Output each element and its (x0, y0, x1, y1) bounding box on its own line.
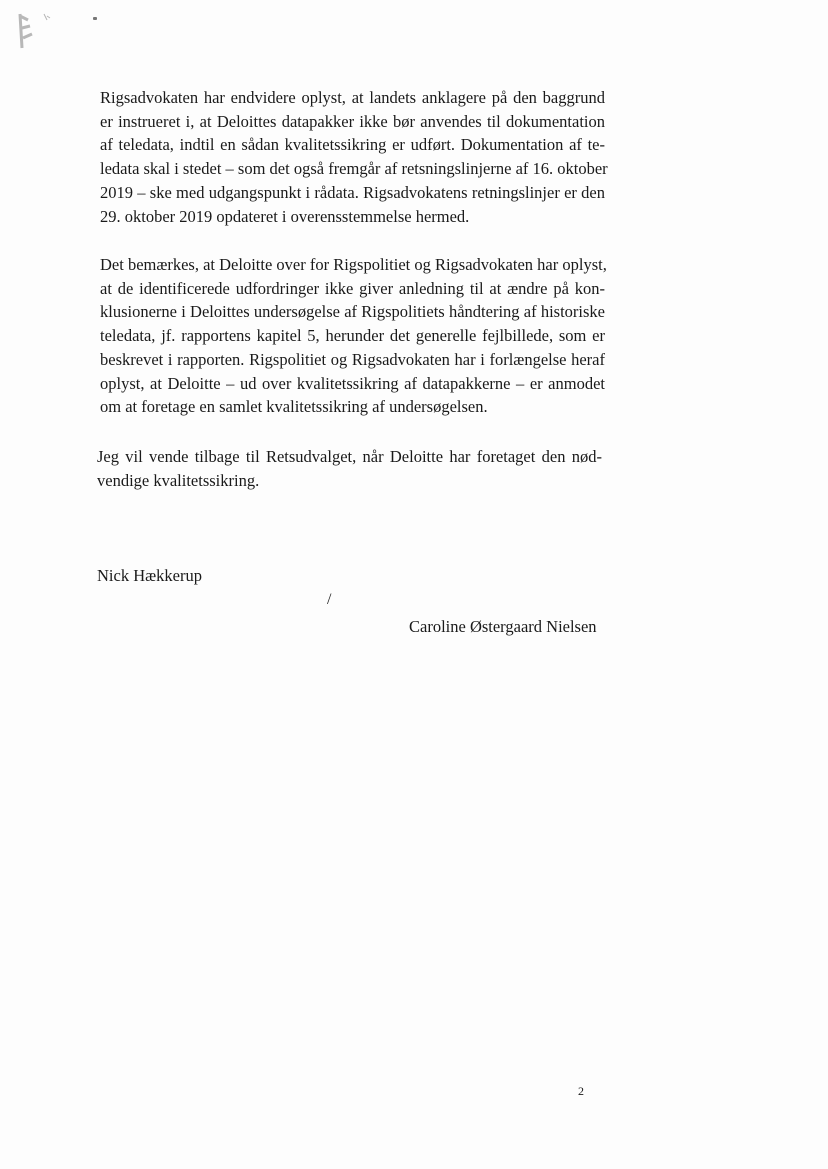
signer-name-left: Nick Hækkerup (97, 566, 202, 585)
signature-separator: / (327, 591, 332, 608)
text-line: at de identificerede udfordringer ikke giver anledning til at ændre på kon- (100, 278, 605, 298)
text-line: 2019 – ske med udgangspunkt i rådata. Rigsadvokatens retningslinjer er den (100, 182, 605, 202)
scan-artifact-mark (14, 8, 54, 52)
scan-artifact-dot (93, 17, 97, 20)
paragraph-retsudvalget (97, 445, 602, 492)
text-line: Jeg vil vende tilbage til Retsudvalget, når Deloitte har foretaget den nød- (97, 447, 602, 466)
text-line: ledata skal i stedet – som det også fremgår af retsningslinjerne af 16. oktober (100, 159, 608, 179)
text-line: vendige kvalitetssikring. (97, 470, 260, 490)
text-line: Rigsadvokaten har endvidere oplyst, at landets anklagere på den baggrund (100, 88, 605, 107)
paragraph-deloitte (100, 253, 605, 419)
text-line: 29. oktober 2019 opdateret i overensstemmelse hermed. (100, 206, 470, 226)
text-line: beskrevet i rapporten. Rigspolitiet og Rigsadvokaten har i forlængelse heraf (100, 349, 605, 369)
paragraph-rigsadvokaten (100, 86, 608, 228)
page-number: 2 (578, 1084, 584, 1098)
text-line: af teledata, indtil en sådan kvalitetssikring er udført. Dokumentation af te- (100, 135, 605, 155)
text-line: klusionerne i Deloittes undersøgelse af Rigspolitiets håndtering af historiske (100, 302, 605, 322)
text-line: oplyst, at Deloitte – ud over kvalitetssikring af datapakkerne – er anmodet (100, 373, 605, 393)
text-line: er instrueret i, at Deloittes datapakker ikke bør anvendes til dokumentation (100, 111, 605, 131)
text-line: Det bemærkes, at Deloitte over for Rigspolitiet og Rigsadvokaten har oplyst, (100, 255, 607, 274)
signer-name-right: Caroline Østergaard Nielsen (409, 617, 597, 636)
text-line: om at foretage en samlet kvalitetssikring af undersøgelsen. (100, 397, 488, 417)
text-line: teledata, jf. rapportens kapitel 5, herunder det generelle fejlbillede, som er (100, 326, 605, 346)
